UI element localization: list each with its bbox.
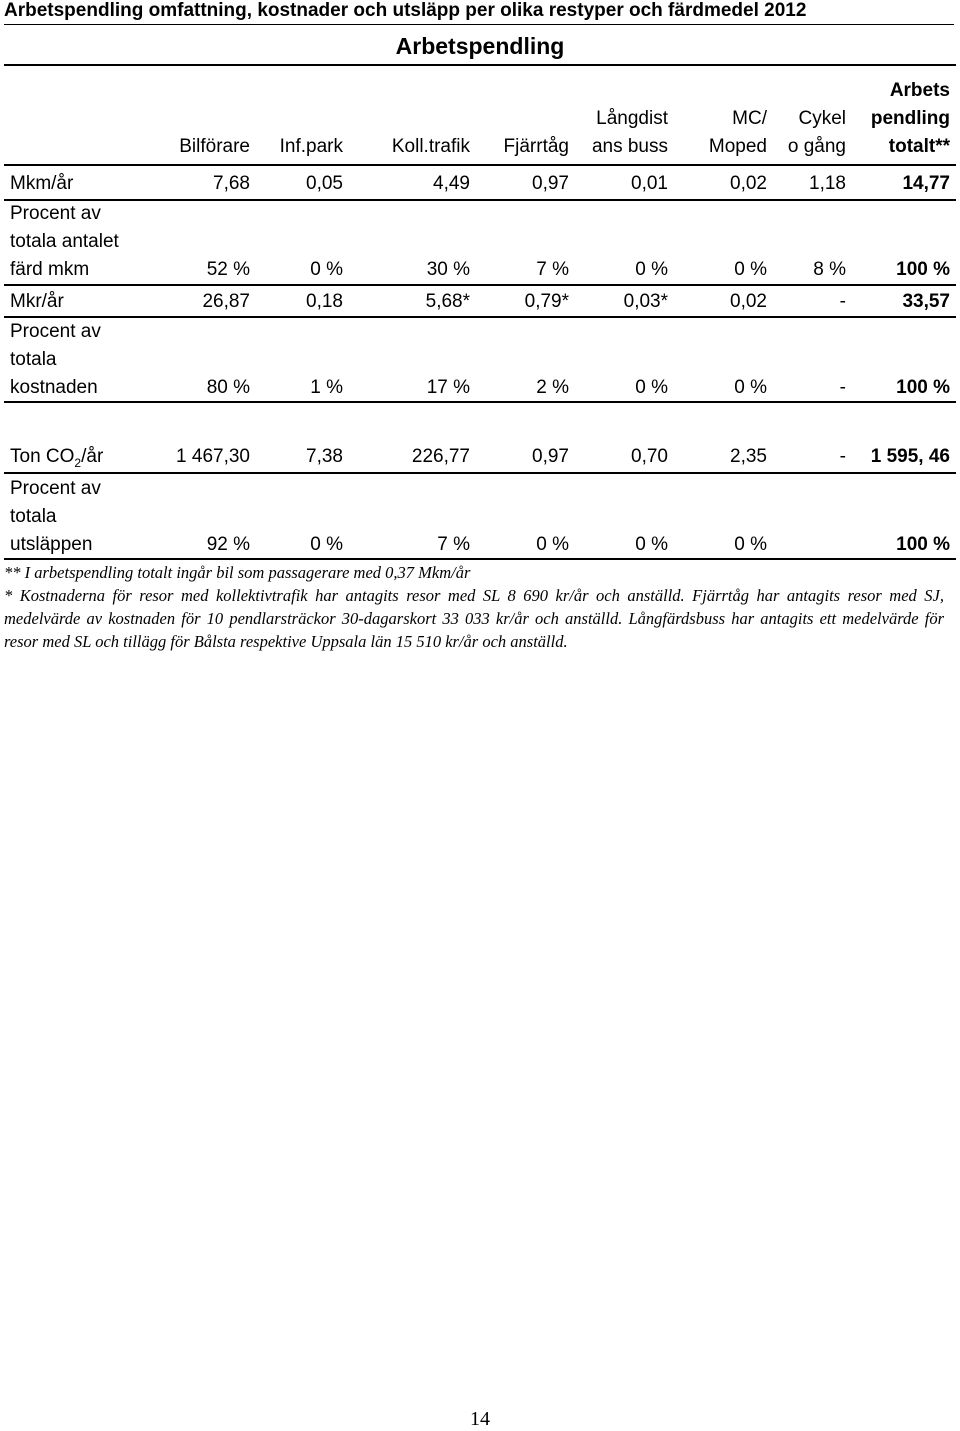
cell-mc-moped: 2,35: [730, 446, 767, 467]
cell-langdist: 0 %: [635, 259, 668, 280]
cell-kolltrafik: 5,68*: [425, 291, 470, 312]
cell-fjarrtag: 7 %: [536, 259, 569, 280]
row-rule: [4, 558, 956, 560]
cell-langdist: 0 %: [635, 377, 668, 398]
cell-bilforare: 92 %: [206, 534, 250, 555]
row-rule: [4, 472, 956, 474]
cell-bilforare: 1 467,30: [176, 446, 250, 467]
col-header-totalt: [871, 77, 950, 161]
cell-cykel: 8 %: [813, 259, 846, 280]
cell-langdist: 0 %: [635, 534, 668, 555]
cell-fjarrtag: 0,97: [532, 446, 569, 467]
cell-infpark: 0 %: [310, 534, 343, 555]
cell-cykel: 1,18: [809, 173, 846, 194]
cell-kolltrafik: 4,49: [433, 173, 470, 194]
footnote: * Kostnaderna för resor med kollektivtrafik har antagits resor med SL 8 690 kr/år och anställd. Fjärrtåg har antagits resor med SJ, medelvärde av kostnaden för 10 pendlarsträckor 30-dagarskort 33 033 kr/år och anställd. Långfärdsbuss har antagits ett medelvärde för resor med SL och tillägg för Bålsta respektive Uppsala län 15 510 kr/år och anställd.: [4, 586, 944, 651]
cell-langdist: 0,01: [631, 173, 668, 194]
table-row-procent-mkm: [0, 200, 960, 284]
cell-bilforare: 80 %: [206, 377, 250, 398]
header-rule: [4, 164, 956, 166]
col-header-line: MC/: [732, 108, 767, 129]
cell-totalt: 100 %: [896, 259, 950, 280]
cell-fjarrtag: 0,97: [532, 173, 569, 194]
cell-bilforare: 26,87: [202, 291, 250, 312]
cell-mc-moped: 0,02: [730, 291, 767, 312]
heading-rule: [4, 64, 956, 66]
cell-infpark: 0,18: [306, 291, 343, 312]
col-header-line: Moped: [708, 136, 767, 157]
cell-kolltrafik: 30 %: [426, 259, 470, 280]
col-header-line: Långdist: [596, 108, 668, 129]
col-header-line: totalt**: [888, 136, 950, 157]
row-label: Ton $CO_2/år$: [10, 446, 104, 470]
cell-mc-moped: 0,02: [730, 173, 767, 194]
cell-langdist: 0,70: [631, 446, 668, 467]
row-label: Mkr/år: [10, 291, 64, 312]
col-header-line: Bilförare: [179, 136, 250, 157]
cell-kolltrafik: 7 %: [437, 534, 470, 555]
table-row-procent-kostnad: [0, 318, 960, 402]
cell-bilforare: 7,68: [213, 173, 250, 194]
row-label: Procent av totala antalet färd mkm: [10, 203, 119, 280]
page-number: 14: [470, 1408, 490, 1430]
cell-kolltrafik: 17 %: [426, 377, 470, 398]
cell-fjarrtag: 0,79*: [524, 291, 569, 312]
cell-fjarrtag: 2 %: [536, 377, 569, 398]
col-header-line: Fjärrtåg: [503, 136, 569, 157]
col-header-mc-moped: [709, 105, 767, 161]
cell-totalt: 33,57: [902, 291, 950, 312]
row-rule: [4, 284, 956, 286]
table-row-mkm: [0, 170, 960, 198]
col-header-line: Koll.trafik: [391, 136, 470, 157]
cell-totalt: 14,77: [902, 173, 950, 194]
cell-totalt: 100 %: [896, 534, 950, 555]
col-header-line: Inf.park: [279, 136, 343, 157]
col-header-line: o gång: [787, 136, 846, 157]
cell-cykel: -: [839, 446, 846, 467]
col-header-line: ans buss: [591, 136, 668, 157]
table-row-mkr: [0, 288, 960, 316]
table-row-procent-utslapp: [0, 475, 960, 559]
col-header-bilforare: [179, 133, 250, 161]
cell-mc-moped: 0 %: [734, 377, 767, 398]
cell-langdist: 0,03*: [623, 291, 668, 312]
cell-totalt: 1 595, 46: [870, 446, 950, 467]
table-row-ton-co2: [0, 443, 960, 471]
col-header-line: pendling: [870, 108, 950, 129]
footnote: ** I arbetspendling totalt ingår bil som passagerare med 0,37 Mkm/år: [4, 563, 471, 582]
cell-cykel: -: [839, 377, 846, 398]
cell-kolltrafik: 226,77: [411, 446, 470, 467]
col-header-line: Arbets: [889, 80, 950, 101]
cell-infpark: 0 %: [310, 259, 343, 280]
row-label: Mkm/år: [10, 173, 74, 194]
col-header-fjarrtag: [504, 133, 569, 161]
cell-infpark: 1 %: [310, 377, 343, 398]
cell-cykel: -: [839, 291, 846, 312]
cell-mc-moped: 0 %: [734, 534, 767, 555]
col-header-line: Cykel: [798, 108, 846, 129]
page-title: Arbetspendling omfattning, kostnader och utsläpp per olika restyper och färdmedel 2012: [4, 0, 807, 21]
cell-infpark: 7,38: [306, 446, 343, 467]
col-header-infpark: [280, 133, 343, 161]
footnotes: [4, 561, 944, 653]
row-label: Procent av totala utsläppen: [10, 478, 101, 555]
row-label: Procent av totala kostnaden: [10, 321, 101, 398]
cell-totalt: 100 %: [896, 377, 950, 398]
cell-bilforare: 52 %: [206, 259, 250, 280]
col-header-cykel: [788, 105, 846, 161]
col-header-langdist: [592, 105, 668, 161]
cell-mc-moped: 0 %: [734, 259, 767, 280]
table-heading: Arbetspendling: [395, 33, 565, 59]
title-underline: [4, 24, 954, 25]
cell-fjarrtag: 0 %: [536, 534, 569, 555]
col-header-kolltrafik: [392, 133, 470, 161]
cell-infpark: 0,05: [306, 173, 343, 194]
row-rule: [4, 401, 956, 403]
